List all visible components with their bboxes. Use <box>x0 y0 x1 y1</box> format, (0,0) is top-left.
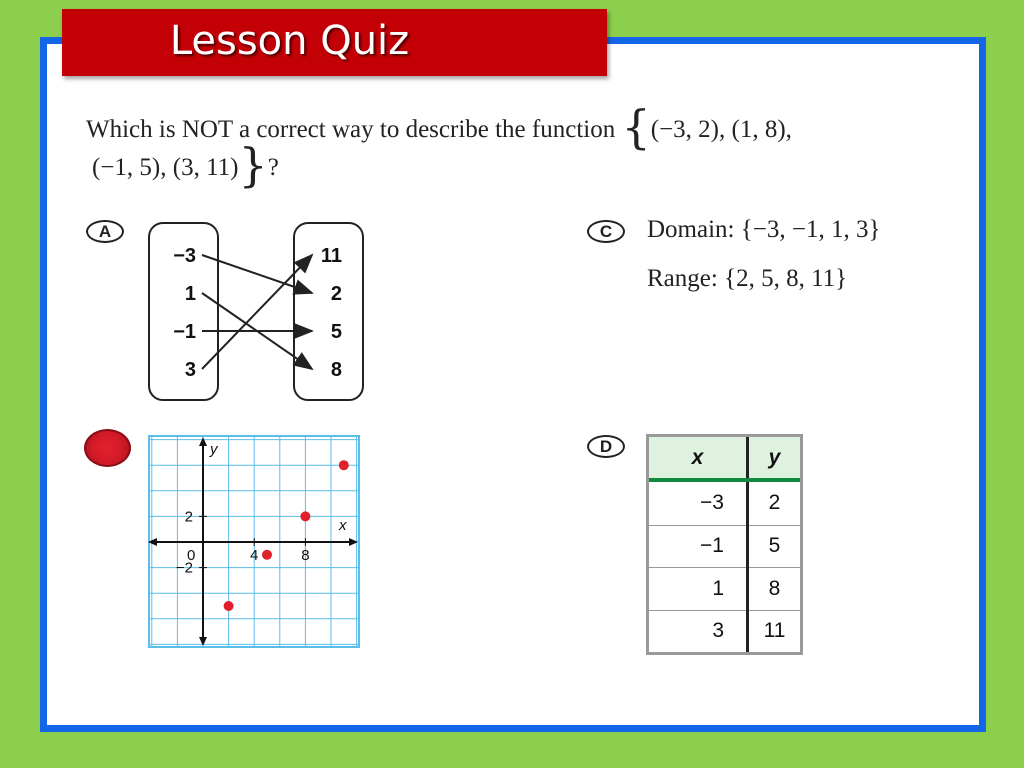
mapping-range-value: 5 <box>330 321 342 343</box>
y-tick-label: 2 <box>184 508 193 526</box>
table-cell-x: 1 <box>649 568 748 611</box>
table-row <box>649 480 800 525</box>
mapping-range-value: 11 <box>320 245 342 267</box>
mapping-domain-value: −1 <box>173 321 196 343</box>
option-c-domain <box>647 216 880 244</box>
graph-point <box>262 550 272 560</box>
brace-close: } <box>238 138 268 192</box>
table-cell-x: −3 <box>649 480 748 525</box>
option-b-graph[interactable] <box>148 435 360 648</box>
option-a-mapping-diagram[interactable] <box>146 219 368 403</box>
table-cell-y: 8 <box>748 568 801 611</box>
option-b-selected-indicator[interactable] <box>84 429 131 467</box>
table-header-x: x <box>649 437 748 480</box>
y-tick-label: −2 <box>175 559 193 577</box>
table-cell-x: −1 <box>649 525 748 568</box>
option-c-letter[interactable]: C <box>587 220 625 243</box>
option-c-range <box>647 265 847 293</box>
table-cell-x: 3 <box>649 610 748 652</box>
option-d-table[interactable] <box>646 434 803 655</box>
function-set-part-1: (−3, 2), (1, 8), <box>650 116 792 143</box>
question-line-2 <box>92 138 279 192</box>
domain-value: {−3, −1, 1, 3} <box>740 216 881 243</box>
mapping-domain-value: 3 <box>184 359 196 381</box>
page-title: Lesson Quiz <box>169 18 410 64</box>
function-set-part-2: (−1, 5), (3, 11) <box>92 154 239 181</box>
brace-open: { <box>621 100 651 154</box>
table-cell-y: 5 <box>748 525 801 568</box>
mapping-domain-value: −3 <box>173 245 196 267</box>
mapping-domain-value: 1 <box>184 283 196 305</box>
table-row <box>649 568 800 611</box>
graph-point <box>339 460 349 470</box>
table-header-y: y <box>748 437 801 480</box>
table-row <box>649 610 800 652</box>
origin-label: 0 <box>187 547 196 564</box>
domain-label: Domain: <box>647 216 741 243</box>
x-tick-label: 4 <box>250 547 259 564</box>
mapping-range-value: 2 <box>330 283 342 305</box>
range-value: {2, 5, 8, 11} <box>724 265 848 292</box>
range-label: Range: <box>647 265 725 292</box>
title-banner <box>62 9 607 76</box>
table-row <box>649 525 800 568</box>
option-d-letter[interactable]: D <box>587 435 625 458</box>
question-line-1 <box>86 100 792 154</box>
graph-point <box>224 601 234 611</box>
question-mark: ? <box>267 154 279 181</box>
y-axis-label: y <box>210 441 218 458</box>
table-cell-y: 11 <box>763 619 786 643</box>
mapping-range-value: 8 <box>330 359 342 381</box>
x-axis-label: x <box>339 517 347 534</box>
table-cell-y: 2 <box>748 480 801 525</box>
x-tick-label: 8 <box>301 547 310 564</box>
graph-point <box>300 511 310 521</box>
question-text: Which is NOT a correct way to describe the function <box>86 116 622 143</box>
option-a-letter[interactable]: A <box>86 220 124 243</box>
